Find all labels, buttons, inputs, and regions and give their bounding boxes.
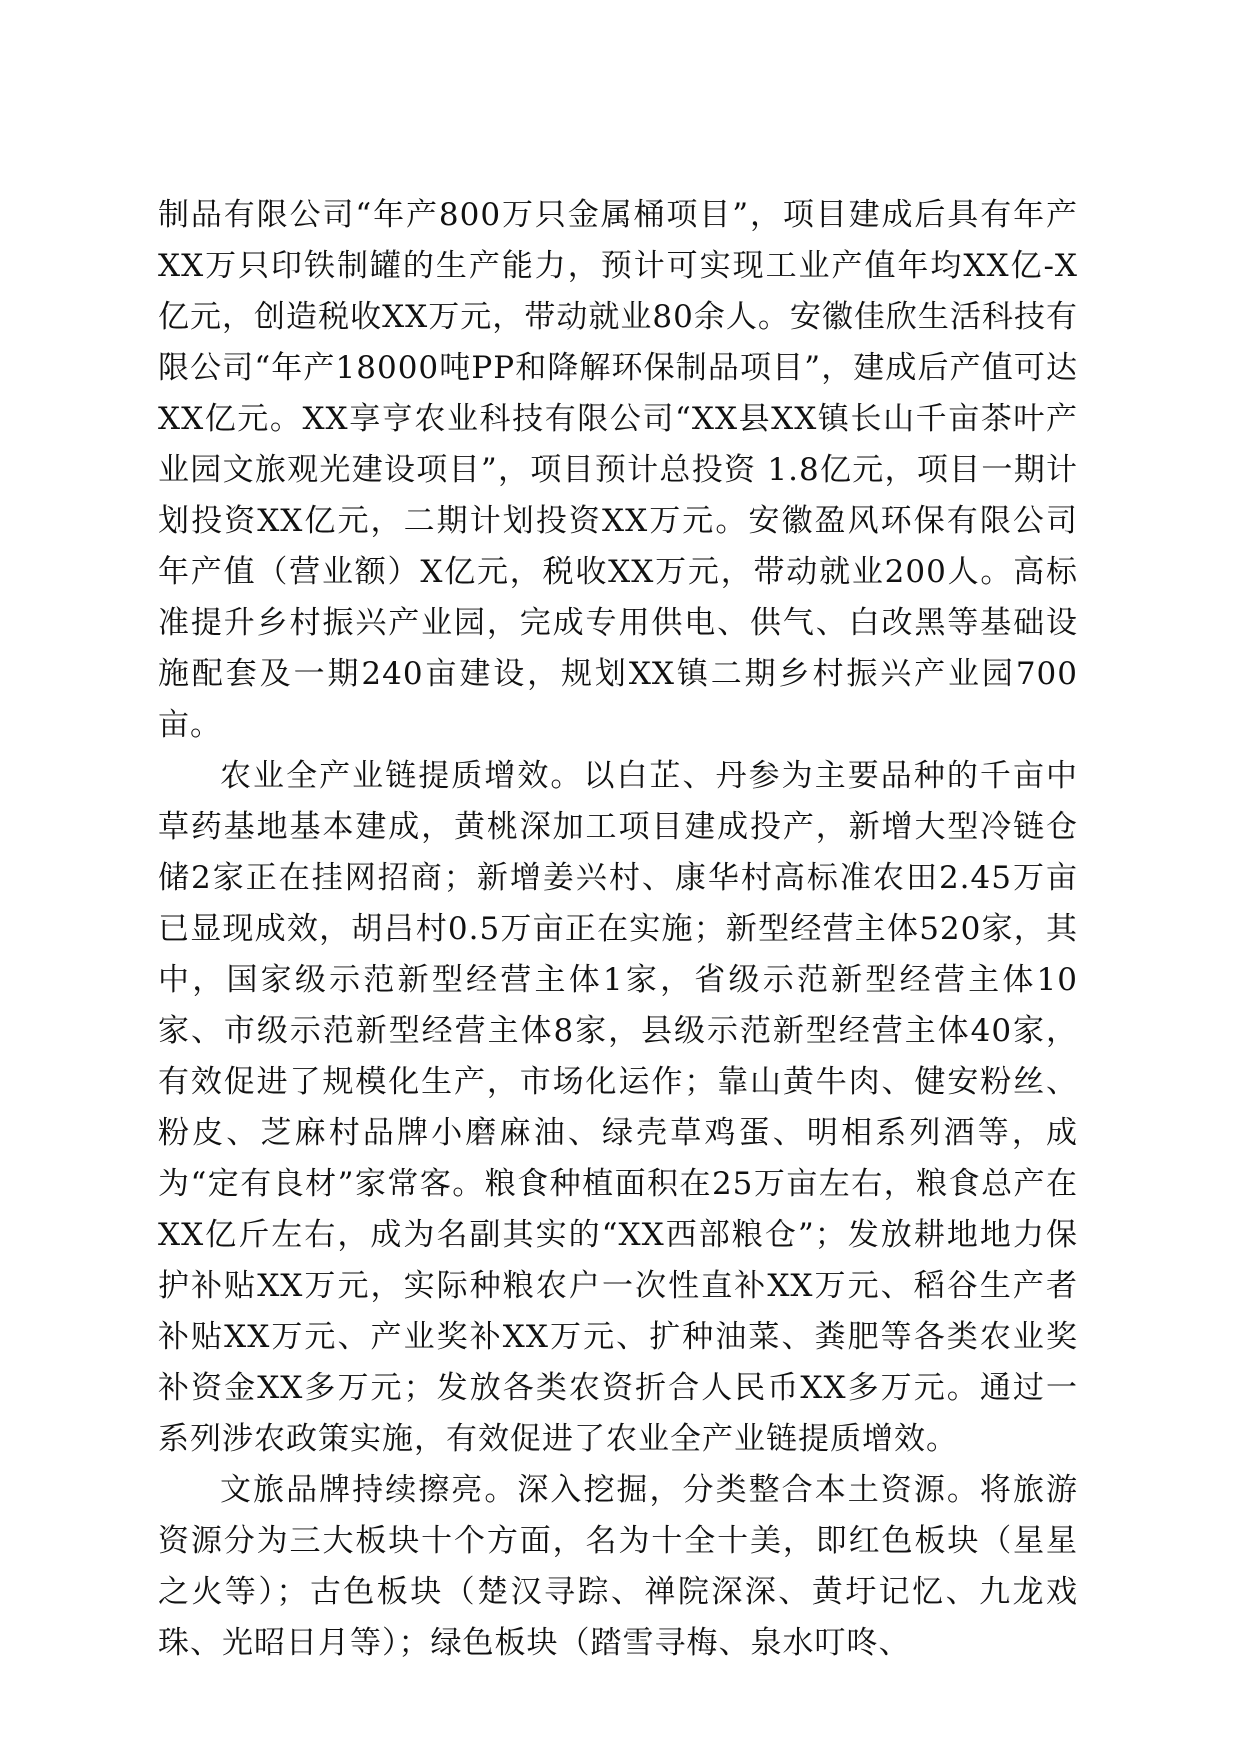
paragraph-cultural-tourism: 文旅品牌持续擦亮。深入挖掘，分类整合本土资源。将旅游资源分为三大板块十个方面，名为十全十美，即红色板块（星星之火等）；古色板块（楚汉寻踪、禅院深深、黄圩记忆、九龙戏珠、光昭日月等）；绿色板块（踏雪寻梅、泉水叮咚、 <box>158 1472 1078 1661</box>
document-body <box>158 190 1078 1669</box>
paragraph-industrial-projects: 制品有限公司“年产800万只金属桶项目”，项目建成后具有年产XX万只印铁制罐的生产能力，预计可实现工业产值年均XX亿-X亿元，创造税收XX万元，带动就业80余人。安徽佳欣生活科技有限公司“年产18000吨PP和降解环保制品项目”，建成后产值可达XX亿元。XX享亨农业科技有限公司“XX县XX镇长山千亩茶叶产业园文旅观光建设项目”，项目预计总投资 1.8亿元，项目一期计划投资XX亿元，二期计划投资XX万元。安徽盈风环保有限公司年产值（营业额）X亿元，税收XX万元，带动就业200人。高标准提升乡村振兴产业园，完成专用供电、供气、白改黑等基础设施配套及一期240亩建设，规划XX镇二期乡村振兴产业园700亩。 <box>158 197 1078 743</box>
paragraph-agriculture-chain: 农业全产业链提质增效。以白芷、丹参为主要品种的千亩中草药基地基本建成，黄桃深加工项目建成投产，新增大型冷链仓储2家正在挂网招商；新增姜兴村、康华村高标准农田2.45万亩已显现成效，胡吕村0.5万亩正在实施；新型经营主体520家，其中，国家级示范新型经营主体1家，省级示范新型经营主体10家、市级示范新型经营主体8家，县级示范新型经营主体40家，有效促进了规模化生产，市场化运作；靠山黄牛肉、健安粉丝、粉皮、芝麻村品牌小磨麻油、绿壳草鸡蛋、明相系列酒等，成为“定有良材”家常客。粮食种植面积在25万亩左右，粮食总产在XX亿斤左右，成为名副其实的“XX西部粮仓”；发放耕地地力保护补贴XX万元，实际种粮农户一次性直补XX万元、稻谷生产者补贴XX万元、产业奖补XX万元、扩种油菜、粪肥等各类农业奖补资金XX多万元；发放各类农资折合人民币XX多万元。通过一系列涉农政策实施，有效促进了农业全产业链提质增效。 <box>158 758 1078 1457</box>
